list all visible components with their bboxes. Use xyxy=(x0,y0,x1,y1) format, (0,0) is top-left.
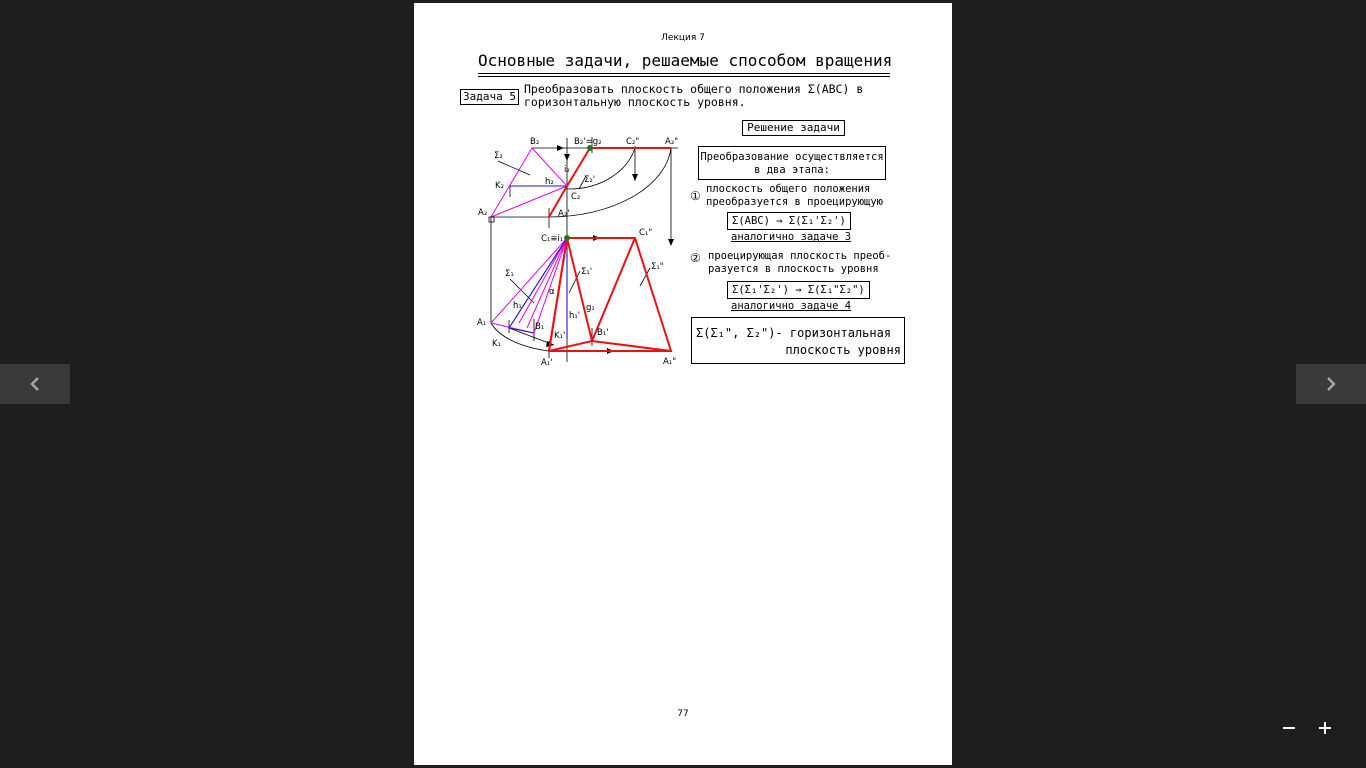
step1-number: ① xyxy=(690,189,701,203)
label-alpha: α xyxy=(549,287,555,297)
label-a2p: A₂' xyxy=(558,209,570,219)
label-b1p: B₁' xyxy=(597,328,609,338)
label-h1p: h₁' xyxy=(569,311,581,321)
label-sigma1pp: Σ₁" xyxy=(651,262,664,272)
step1-text: плоскость общего положения преобразуется в проецирующую xyxy=(706,183,884,208)
transform-text-2: в два этапа: xyxy=(754,163,830,176)
chevron-left-icon xyxy=(29,377,41,391)
label-a2: A₂ xyxy=(478,208,488,218)
label-k1: K₁ xyxy=(492,339,501,349)
label-b1: B₁ xyxy=(535,322,545,332)
label-b2: B₂ xyxy=(530,137,540,147)
task-label: Задача 5 xyxy=(460,89,519,105)
prev-page-button[interactable] xyxy=(0,364,70,404)
next-page-button[interactable] xyxy=(1296,364,1366,404)
step1-reference: аналогично задаче 3 xyxy=(731,231,852,243)
minus-icon xyxy=(1282,721,1296,735)
page-number: 77 xyxy=(677,709,689,719)
label-sigma1p: Σ₁' xyxy=(581,267,593,277)
label-a2pp: A₂" xyxy=(665,137,679,147)
step2-number: ② xyxy=(690,251,701,265)
transform-text-1: Преобразование осуществляется xyxy=(700,151,884,163)
document-page xyxy=(414,3,952,765)
label-sigma1: Σ₁ xyxy=(505,269,514,279)
plus-icon xyxy=(1318,721,1332,735)
task-text: Преобразовать плоскость общего положения Σ(ABC) в горизонтальную плоскость уровня. xyxy=(524,82,864,109)
label-k1p: K₁' xyxy=(554,331,566,341)
label-a1p: A₁' xyxy=(541,358,553,368)
label-a1: A₁ xyxy=(477,318,487,328)
zoom-in-button[interactable] xyxy=(1314,717,1336,739)
label-b2p: B₂'=g₂ xyxy=(574,137,602,147)
step2-formula: Σ(Σ₁'Σ₂') → Σ(Σ₁"Σ₂") xyxy=(727,281,870,299)
label-h1: h₁ xyxy=(513,301,522,311)
label-c2pp: C₂" xyxy=(626,137,640,147)
zoom-out-button[interactable] xyxy=(1278,717,1300,739)
label-sigma2p: Σ₂' xyxy=(584,175,596,185)
label-c1pp: C₁" xyxy=(639,228,653,238)
label-h2: h₂ xyxy=(545,177,554,187)
label-a1pp: A₁" xyxy=(663,357,677,367)
label-k2: K₂ xyxy=(495,181,504,191)
page-title: Основные задачи, решаемые способом вращения xyxy=(478,51,893,70)
construction-drawing xyxy=(414,3,952,383)
label-i2: i₂ xyxy=(564,165,570,175)
result-line-2: плоскость уровня xyxy=(785,343,901,357)
step1-formula: Σ(ABC) → Σ(Σ₁'Σ₂') xyxy=(727,212,851,230)
step2-reference: аналогично задаче 4 xyxy=(731,300,852,312)
solution-title: Решение задачи xyxy=(742,120,845,136)
result-line-1: Σ(Σ₁", Σ₂")- горизонтальная xyxy=(696,326,892,340)
label-sigma2: Σ₂ xyxy=(494,151,503,161)
label-g1: g₁ xyxy=(586,303,595,313)
label-c2: C₂ xyxy=(571,192,581,202)
right-angle-mark xyxy=(489,217,494,222)
chevron-right-icon xyxy=(1325,377,1337,391)
label-c1i1: C₁≡i₁ xyxy=(541,234,564,244)
step2-text: проецирующая плоскость преоб- разуется в плоскость уровня xyxy=(708,250,892,275)
lecture-header: Лекция 7 xyxy=(661,33,705,43)
